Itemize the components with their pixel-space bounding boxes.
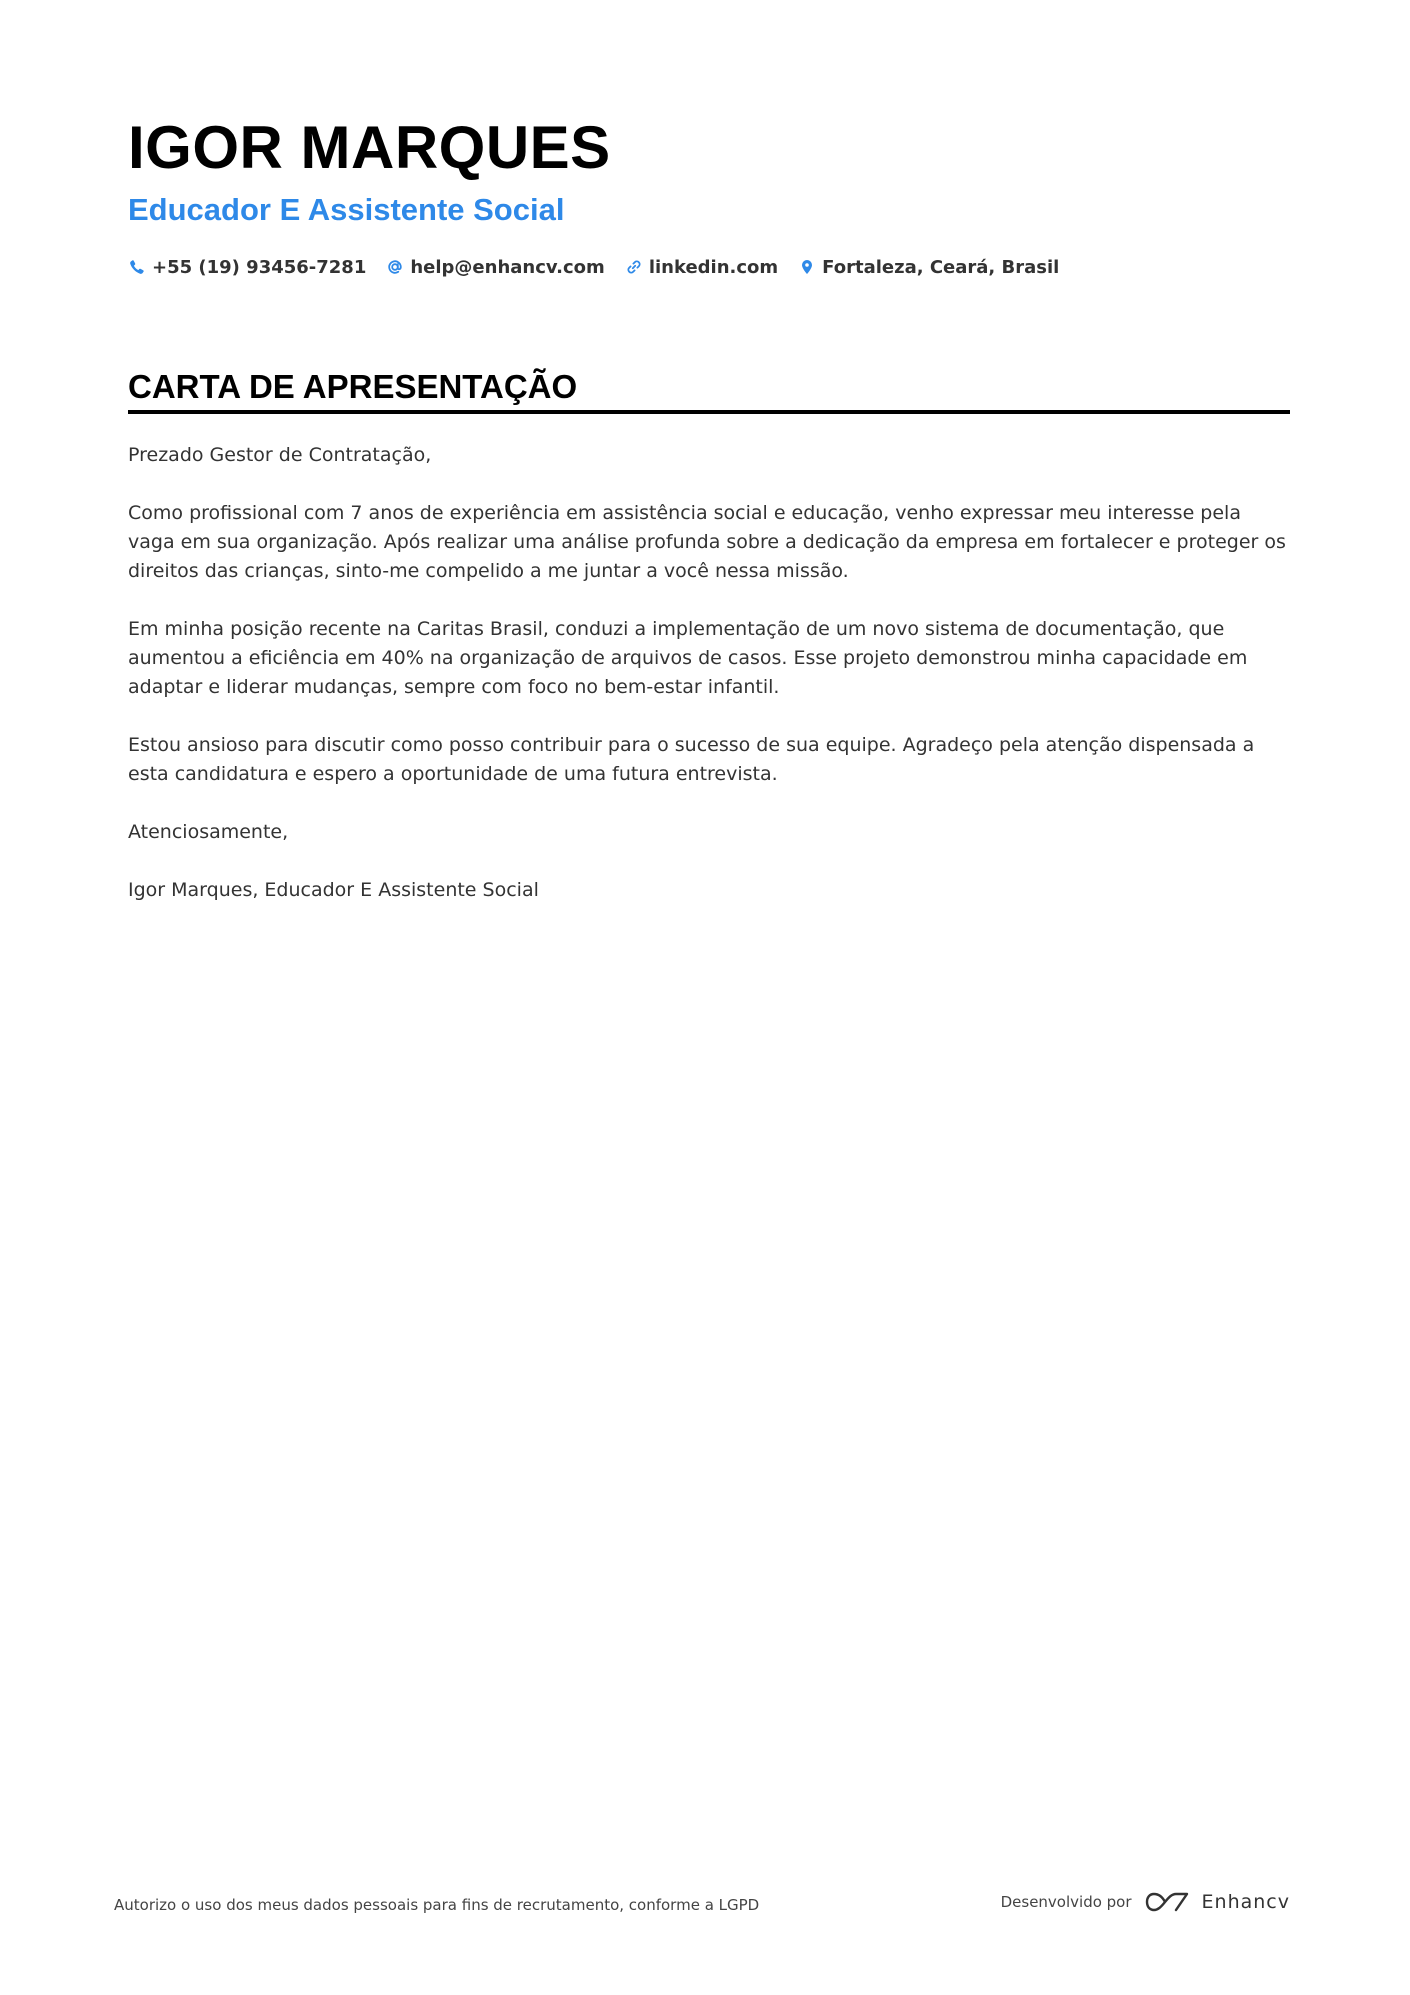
footer-consent: Autorizo o uso dos meus dados pessoais para fins de recrutamento, conforme a LGPD <box>114 1896 760 1914</box>
contact-linkedin-text: linkedin.com <box>648 256 779 278</box>
letter-paragraph: Como profissional com 7 anos de experiência em assistência social e educação, venho expressar meu interesse pela vaga em sua organização. Após realizar uma análise profunda sobre a dedicação da empresa em fortalecer e proteger os direitos das crianças, sinto-me compelido a me juntar a você nessa missão. <box>128 502 1286 582</box>
letter-closing: Atenciosamente, <box>128 821 289 843</box>
built-by-label: Desenvolvido por <box>1000 1893 1132 1911</box>
letter-body <box>128 441 1290 934</box>
letter-paragraph: Em minha posição recente na Caritas Brasil, conduzi a implementação de um novo sistema de documentação, que aumentou a eficiência em 40% na organização de arquivos de casos. Esse projeto demonstrou minha capacidade em adaptar e liderar mudanças, sempre com foco no bem-estar infantil. <box>128 618 1248 698</box>
at-icon <box>386 258 404 276</box>
job-title: Educador E Assistente Social <box>128 192 565 227</box>
phone-icon <box>128 258 146 276</box>
enhancv-logo-icon <box>1144 1889 1190 1915</box>
letter-greeting: Prezado Gestor de Contratação, <box>128 444 432 466</box>
contact-phone <box>128 257 366 278</box>
section-divider <box>128 410 1290 414</box>
contact-email-text: help@enhancv.com <box>410 256 605 278</box>
link-icon <box>625 258 643 276</box>
contact-location <box>798 257 1059 278</box>
candidate-name: IGOR MARQUES <box>128 114 611 181</box>
section-title: CARTA DE APRESENTAÇÃO <box>128 368 578 405</box>
brand-name: Enhancv <box>1201 1891 1290 1913</box>
contact-linkedin[interactable] <box>625 257 778 278</box>
letter-signature: Igor Marques, Educador E Assistente Social <box>128 879 539 901</box>
footer-brand[interactable] <box>1001 1889 1290 1915</box>
contact-phone-text: +55 (19) 93456-7281 <box>152 256 367 278</box>
location-pin-icon <box>798 258 816 276</box>
contact-location-text: Fortaleza, Ceará, Brasil <box>822 256 1060 278</box>
letter-paragraph: Estou ansioso para discutir como posso contribuir para o sucesso de sua equipe. Agradeço pela atenção dispensada a esta candidatura e espero a oportunidade de uma futura entrevista. <box>128 734 1255 785</box>
contact-email[interactable] <box>386 257 604 278</box>
contact-bar <box>128 253 1079 281</box>
